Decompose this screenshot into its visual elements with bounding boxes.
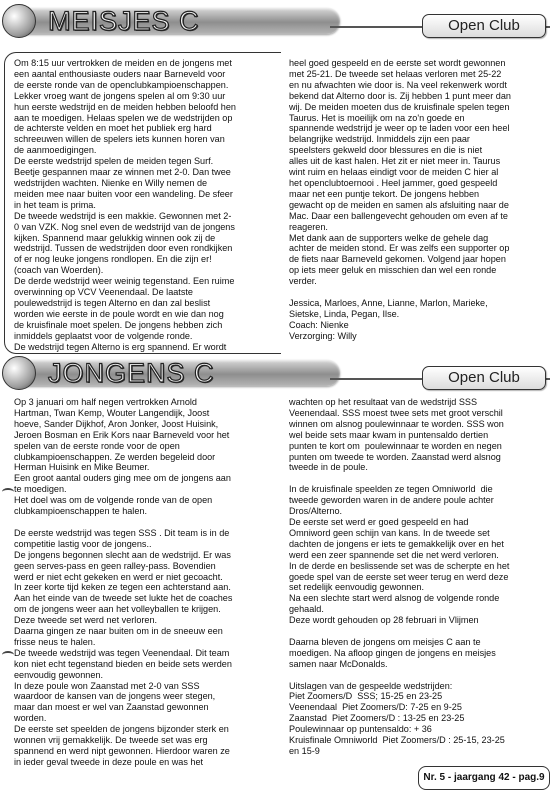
meisjes-right-column [289, 58, 555, 342]
jongens-right-column [289, 397, 555, 757]
volleyball-icon [2, 4, 36, 38]
volleyball-icon [2, 356, 36, 390]
margin-mark [2, 651, 14, 659]
section-title: JONGENS C [48, 358, 215, 388]
section-tag: Open Club [422, 366, 546, 390]
article-text: heel goed gespeeld en de eerste set wordt gewonnen met 25-21. De tweede set helaas verloren met 25-22 en nu afwachten wie door is. Na veel rekenwerk wordt bekend dat Alterno door is. Zij hebben 1 punt meer dan wij. De meiden moeten dus de kruisfinale spelen tegen Taurus. Het is moeilijk om na zo'n goede en spannende wedstrijd je weer op te laden voor een heel belangrijke wedstrijd. Inmiddels zijn een paar speelsters gekweld door blessures en die is niet alles uit de kast halen. Het zit er niet meer in. Taurus wint ruim en helaas eindigt voor de meiden C hier al het openclubtoernooi . Heel jammer, goed gespeeld maar net een puntje tekort. De jongens hebben gewacht op de meiden en samen als afsluiting naar de Mac. Daar een ballengevecht gehouden om even af te reageren. Met dank aan de supporters welke de gehele dag achter de meiden stond. Er was zelfs een supporter op de fiets naar Barneveld gekomen. Volgend jaar hopen op iets meer geluk en misschien dan wel een ronde verder. Jessica, Marloes, Anne, Lianne, Marlon, Marieke, Sietske, Linda, Pegan, Ilse. Coach: Nienke Verzorging: Willy [289, 58, 511, 341]
jongens-left-column [14, 397, 280, 768]
section-tag: Open Club [422, 14, 546, 38]
section-title: MEISJES C [48, 6, 200, 36]
page-footer: Nr. 5 - jaargang 42 - pag.9 [418, 766, 550, 790]
meisjes-left-column [14, 58, 278, 352]
article-text: Om 8:15 uur vertrokken de meiden en de jongens met een aantal enthousiaste ouders naar Barneveld voor de eerste ronde van de openclubkampioenschappen. Lekker vroeg want de jongens spelen al om 9:30 uur hun eerste wedstrijd en de meiden hebben beloofd hen aan te moedigen. Helaas spelen we de wedstrijden op de achterste velden en moet het publiek erg hard schreeuwen willen de spelers iets kunnen horen van de aanmoedigingen. De eerste wedstrijd spelen de meiden tegen Surf. Beetje gespannen maar ze winnen met 2-0. Dan twee wedstrijden wachten. Nienke en Willy nemen de meiden mee naar buiten voor een wandeling. De sfeer in het team is prima. De tweede wedstrijd is een makkie. Gewonnen met 2- 0 van VZK. Nog snel even de wedstrijd van de jongens kijken. Spannend maar gelukkig winnen ook zij de wedstrijd. Tussen de wedstrijden door even rondkijken of er nog leuke jongens rondlopen. En die zijn er! (coach van Woerden). De derde wedstrijd weer weinig tegenstand. Een ruime overwinning op VCV Veenendaal. De laatste poulewedstrijd is tegen Alterno en dan zal beslist worden wie eerste in de poule wordt en wie dan nog de kruisfinale moet spelen. De jongens hebben zich inmiddels geplaatst voor de volgende ronde. De wedstrijd tegen Alterno is erg spannend. Er wordt [14, 58, 236, 352]
jongens-c-banner [0, 356, 560, 392]
meisjes-c-banner [0, 4, 560, 40]
article-text: Op 3 januari om half negen vertrokken Arnold Hartman, Twan Kemp, Wouter Langendijk, Joost hoeve, Sander Dijkhof, Aron Jonker, Joost Huisink, Jeroen Bosman en Erik Kors naar Barneveld voor het spelen van de eerste ronde voor de open clubkampioenschappen. Ze werden begeleid door Herman Huisink en Mike Beumer. Een groot aantal ouders ging mee om de jongens aan te moedigen. Het doel was om de volgende ronde van de open clubkampioenschappen te halen. De eerste wedstrijd was tegen SSS . Dit team is in de competitie lastig voor de jongens.. De jongens begonnen slecht aan de wedstrijd. Er was geen serves-pass en geen ralley-pass. Bovendien werd er niet echt gekeken en werd er niet gecoacht. In zeer korte tijd keken ze tegen een achterstand aan. Aan het einde van de tweede set lukte het de coaches om de jongens weer aan het volleyballen te krijgen. Deze tweede set werd net verloren. Daarna gingen ze naar buiten om in de sneeuw een frisse neus te halen. De tweede wedstrijd was tegen Veenendaal. Dit team kon niet echt tegenstand bieden en beide sets werden eenvoudig gewonnen. In deze poule won Zaanstad met 2-0 van SSS waardoor de kansen van de jongens weer stegen, maar dan moest er wel van Zaanstad gewonnen worden. De eerste set speelden de jongens bijzonder sterk en wonnen vrij gemakkelijk. De tweede set was erg spannend en werd nipt gewonnen. Hierdoor waren ze in ieder geval tweede in deze poule en was het [14, 397, 233, 767]
article-text: wachten op het resultaat van de wedstrijd SSS Veenendaal. SSS moest twee sets met groot verschil winnen om alsnog poulewinnaar te worden. SSS won wel beide sets maar kwam in puntensaldo dertien punten te kort om poulewinnaar te worden en negen punten om tweede te worden. Zaanstad werd alsnog tweede in de poule. In de kruisfinale speelden ze tegen Omniworld die tweede geworden waren in de andere poule achter Dros/Alterno. De eerste set werd er goed gespeeld en had Omniword geen schijn van kans. In de tweede set dachten de jongens er iets te gemakkelijk over en het werd een zeer spannende set die net werd verloren. In de derde en beslissende set was de scherpte en het goede spel van de eerste set weer terug en werd deze set redelijk eenvoudig gewonnen. Na een slechte start werd alsnog de volgende ronde gehaald. Deze wordt gehouden op 28 februari in Vlijmen Daarna bleven de jongens om meisjes C aan te moedigen. Na afloop gingen de jongens en meisjes samen naar McDonalds. Uitslagen van de gespeelde wedstrijden: Piet Zoomers/D SSS; 15-25 en 23-25 Veenendaal Piet Zoomers/D: 7-25 en 9-25 Zaanstad Piet Zoomers/D : 13-25 en 23-25 Poulewinnaar op puntensaldo: + 36 Kruisfinale Omniworld Piet Zoomers/D : 25-15, 23-25 en 15-9 [289, 397, 510, 756]
margin-mark [2, 488, 14, 496]
